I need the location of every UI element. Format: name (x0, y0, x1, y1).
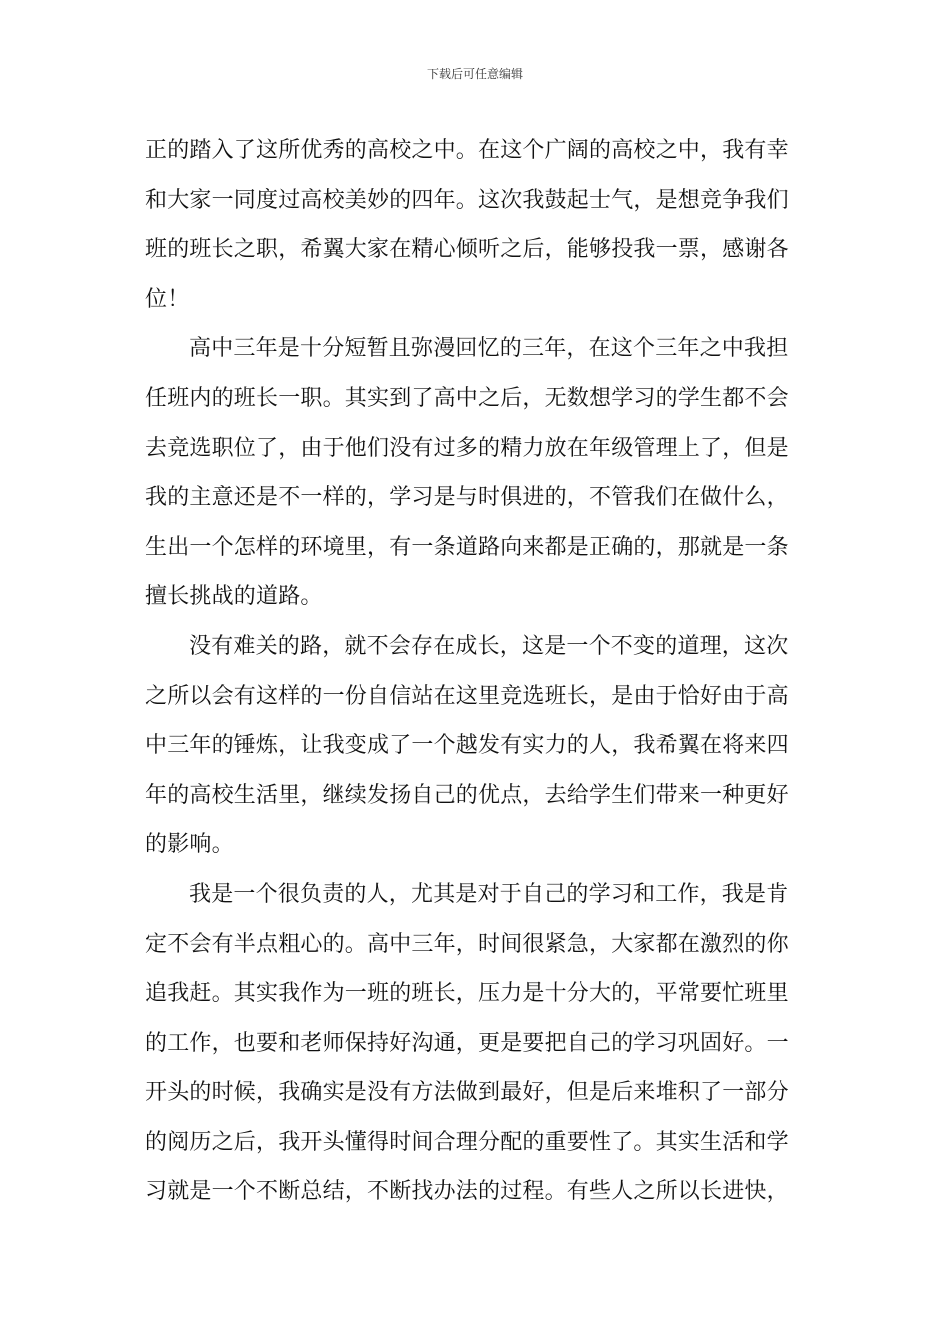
paragraph-start-line: 高中三年是十分短暂且弥漫回忆的三年，在这个三年之中我担 (189, 336, 789, 362)
page-header-note: 下载后可任意编辑 (426, 67, 523, 81)
text-line: 擅长挑战的道路。 (145, 584, 323, 610)
text-line: 的阅历之后，我开头懂得时间合理分配的重要性了。其实生活和学 (145, 1129, 789, 1155)
text-line: 班的班长之职，希翼大家在精心倾听之后，能够投我一票，感谢各 (145, 237, 789, 263)
text-line: 习就是一个不断总结，不断找办法的过程。有些人之所以长进快， (145, 1179, 789, 1205)
text-line: 生出一个怎样的环境里，有一条道路向来都是正确的，那就是一条 (145, 534, 789, 560)
text-line: 定不会有半点粗心的。高中三年，时间很紧急，大家都在激烈的你 (145, 931, 789, 957)
text-line: 去竞选职位了，由于他们没有过多的精力放在年级管理上了，但是 (145, 435, 789, 461)
text-line: 任班内的班长一职。其实到了高中之后，无数想学习的学生都不会 (145, 385, 789, 411)
text-line: 之所以会有这样的一份自信站在这里竞选班长，是由于恰好由于高 (145, 683, 789, 709)
document-body (145, 126, 805, 1217)
text-line: 我的主意还是不一样的，学习是与时俱进的，不管我们在做什么， (145, 485, 789, 511)
text-line: 追我赶。其实我作为一班的班长，压力是十分大的，平常要忙班里 (145, 981, 789, 1007)
text-line: 位！ (145, 286, 190, 312)
paragraph-start-line: 我是一个很负责的人，尤其是对于自己的学习和工作，我是肯 (189, 881, 789, 907)
text-line: 开头的时候，我确实是没有方法做到最好，但是后来堆积了一部分 (145, 1080, 789, 1106)
text-line: 的工作，也要和老师保持好沟通，更是要把自己的学习巩固好。一 (145, 1030, 789, 1056)
text-line: 和大家一同度过高校美妙的四年。这次我鼓起士气，是想竞争我们 (145, 187, 789, 213)
paragraph-start-line: 没有难关的路，就不会存在成长，这是一个不变的道理，这次 (189, 633, 789, 659)
text-line: 正的踏入了这所优秀的高校之中。在这个广阔的高校之中，我有幸 (145, 138, 789, 163)
text-line: 的影响。 (145, 832, 234, 858)
text-line: 年的高校生活里，继续发扬自己的优点，去给学生们带来一种更好 (145, 782, 789, 808)
text-line: 中三年的锤炼，让我变成了一个越发有实力的人，我希翼在将来四 (145, 733, 789, 759)
